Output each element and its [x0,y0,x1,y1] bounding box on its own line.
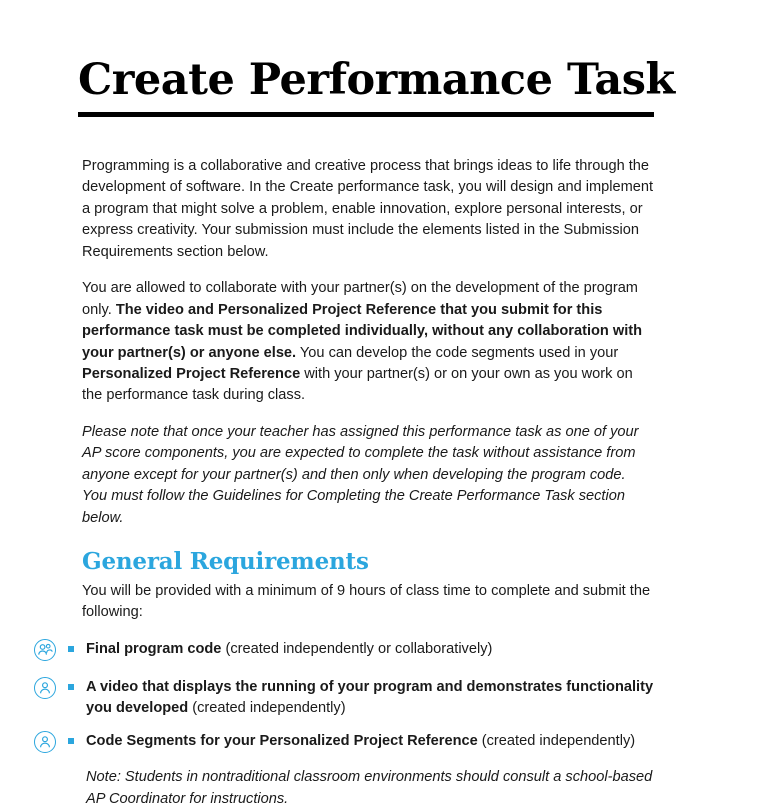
page-title: Create Performance Task [78,54,675,105]
list-item-text [86,679,653,716]
item-2-bold: A video that displays the running of your program and demonstrates functionality you developed [86,678,654,717]
list-item [82,731,654,757]
document-body [82,156,654,810]
two-people-icon [34,639,56,661]
intro-paragraph-2 [82,278,654,407]
single-person-icon [34,677,56,699]
item-3-bold: Code Segments for your Personalized Project Reference [86,733,478,750]
nontraditional-classroom-note: Note: Students in nontraditional classroom environments should consult a school-based AP Coordinator for instructions. [86,769,653,807]
item-1-normal: (created independently or collaboratively) [221,640,493,657]
p2-segment-4-bold: Personalized Project Reference [82,365,301,382]
intro-paragraph-3 [82,422,654,529]
p2-segment-1: You are allowed to collaborate with your partner(s) on the development of the program only. [82,280,638,318]
p2-segment-2-bold: The video and Personalized Project Reference that you submit for this performance task must be completed individually, without any collaboration with your partner(s) or anyone else. [82,301,643,361]
p2-segment-5: with your partner(s) or on your own as you work on the performance task during class. [82,365,633,404]
item-2-normal: (created independently) [188,700,346,717]
list-item [82,677,654,719]
intro-paragraph-1-text: Programming is a collaborative and creative process that brings ideas to life through the development of software. In the Create performance task, you will design and implement a program that might solve a problem, enable innovation, explore personal interests, or express creativity. Your submission must include the elements listed in the Submission Requirements section below. [82,158,654,260]
list-bullet [68,684,74,690]
general-requirements-heading: General Requirements [82,548,369,575]
title-divider [78,112,654,117]
item-3-normal: (created independently) [477,733,636,750]
list-item [82,639,654,665]
p2-segment-3: You can develop the code segments used in your [296,344,619,361]
item-1-bold: Final program code [86,640,222,657]
list-item-text [86,641,492,657]
single-person-icon [34,731,56,753]
intro-paragraph-3-text: Please note that once your teacher has assigned this performance task as one of your AP score components, you are expected to complete the task without assistance from anyone except for your partner(s) and then only when developing the program code. You must follow the Guidelines for Completing the Create Performance Task section below. [82,423,639,526]
list-bullet [68,646,74,652]
list-item-text [86,733,635,749]
intro-paragraph-1 [82,156,654,263]
list-bullet [68,738,74,744]
general-requirements-lead-in: You will be provided with a minimum of 9 hours of class time to complete and submit the following: [82,583,651,621]
general-requirements-list [82,639,654,757]
